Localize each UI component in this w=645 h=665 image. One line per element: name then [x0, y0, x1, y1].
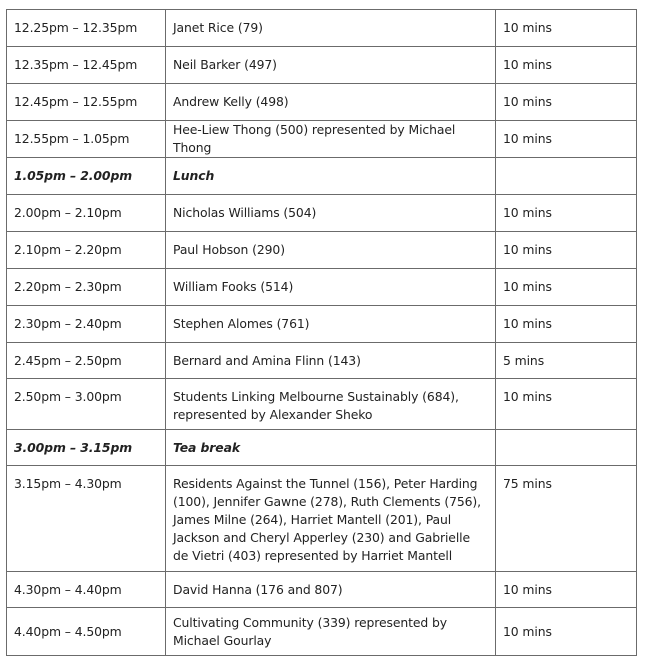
- duration-cell: 10 mins: [496, 232, 637, 269]
- time-cell: 1.05pm – 2.00pm: [7, 158, 166, 195]
- speaker-cell: Residents Against the Tunnel (156), Peter Harding (100), Jennifer Gawne (278), Ruth Clements (756), James Milne (264), Harriet Mantell (201), Paul Jackson and Cheryl Apperley (230) and Gabrielle de Vietri (403) represented by Harriet Mantell: [166, 466, 496, 572]
- time-cell: 2.30pm – 2.40pm: [7, 306, 166, 343]
- time-cell: 2.00pm – 2.10pm: [7, 195, 166, 232]
- table-row: [7, 84, 637, 121]
- table-row: [7, 608, 637, 656]
- table-row: [7, 269, 637, 306]
- speaker-cell: David Hanna (176 and 807): [166, 572, 496, 608]
- table-row: [7, 158, 637, 195]
- hearing-schedule-table: [6, 9, 637, 656]
- table-row: [7, 306, 637, 343]
- speaker-cell: Janet Rice (79): [166, 10, 496, 47]
- duration-cell: 10 mins: [496, 121, 637, 158]
- duration-cell: 10 mins: [496, 306, 637, 343]
- duration-cell: [496, 158, 637, 195]
- speaker-cell: Neil Barker (497): [166, 47, 496, 84]
- speaker-cell: Andrew Kelly (498): [166, 84, 496, 121]
- speaker-cell: Nicholas Williams (504): [166, 195, 496, 232]
- speaker-cell: Tea break: [166, 430, 496, 466]
- duration-cell: 10 mins: [496, 269, 637, 306]
- time-cell: 12.35pm – 12.45pm: [7, 47, 166, 84]
- table-row: [7, 343, 637, 379]
- time-cell: 4.30pm – 4.40pm: [7, 572, 166, 608]
- duration-cell: 10 mins: [496, 84, 637, 121]
- speaker-cell: Cultivating Community (339) represented by Michael Gourlay: [166, 608, 496, 656]
- duration-cell: 10 mins: [496, 608, 637, 656]
- time-cell: 12.25pm – 12.35pm: [7, 10, 166, 47]
- time-cell: 2.20pm – 2.30pm: [7, 269, 166, 306]
- time-cell: 12.55pm – 1.05pm: [7, 121, 166, 158]
- speaker-cell: Students Linking Melbourne Sustainably (684), represented by Alexander Sheko: [166, 379, 496, 430]
- speaker-cell: Hee-Liew Thong (500) represented by Michael Thong: [166, 121, 496, 158]
- time-cell: 12.45pm – 12.55pm: [7, 84, 166, 121]
- table-row: [7, 430, 637, 466]
- speaker-cell: William Fooks (514): [166, 269, 496, 306]
- table-row: [7, 379, 637, 430]
- duration-cell: [496, 430, 637, 466]
- speaker-cell: Stephen Alomes (761): [166, 306, 496, 343]
- speaker-cell: Bernard and Amina Flinn (143): [166, 343, 496, 379]
- table-row: [7, 572, 637, 608]
- time-cell: 2.50pm – 3.00pm: [7, 379, 166, 430]
- table-row: [7, 10, 637, 47]
- table-row: [7, 47, 637, 84]
- duration-cell: 10 mins: [496, 379, 637, 430]
- duration-cell: 10 mins: [496, 572, 637, 608]
- table-row: [7, 232, 637, 269]
- duration-cell: 10 mins: [496, 195, 637, 232]
- time-cell: 3.15pm – 4.30pm: [7, 466, 166, 572]
- time-cell: 2.45pm – 2.50pm: [7, 343, 166, 379]
- time-cell: 2.10pm – 2.20pm: [7, 232, 166, 269]
- duration-cell: 5 mins: [496, 343, 637, 379]
- speaker-cell: Lunch: [166, 158, 496, 195]
- table-row: [7, 195, 637, 232]
- speaker-cell: Paul Hobson (290): [166, 232, 496, 269]
- table-row: [7, 466, 637, 572]
- table-row: [7, 121, 637, 158]
- duration-cell: 10 mins: [496, 47, 637, 84]
- duration-cell: 10 mins: [496, 10, 637, 47]
- time-cell: 3.00pm – 3.15pm: [7, 430, 166, 466]
- time-cell: 4.40pm – 4.50pm: [7, 608, 166, 656]
- duration-cell: 75 mins: [496, 466, 637, 572]
